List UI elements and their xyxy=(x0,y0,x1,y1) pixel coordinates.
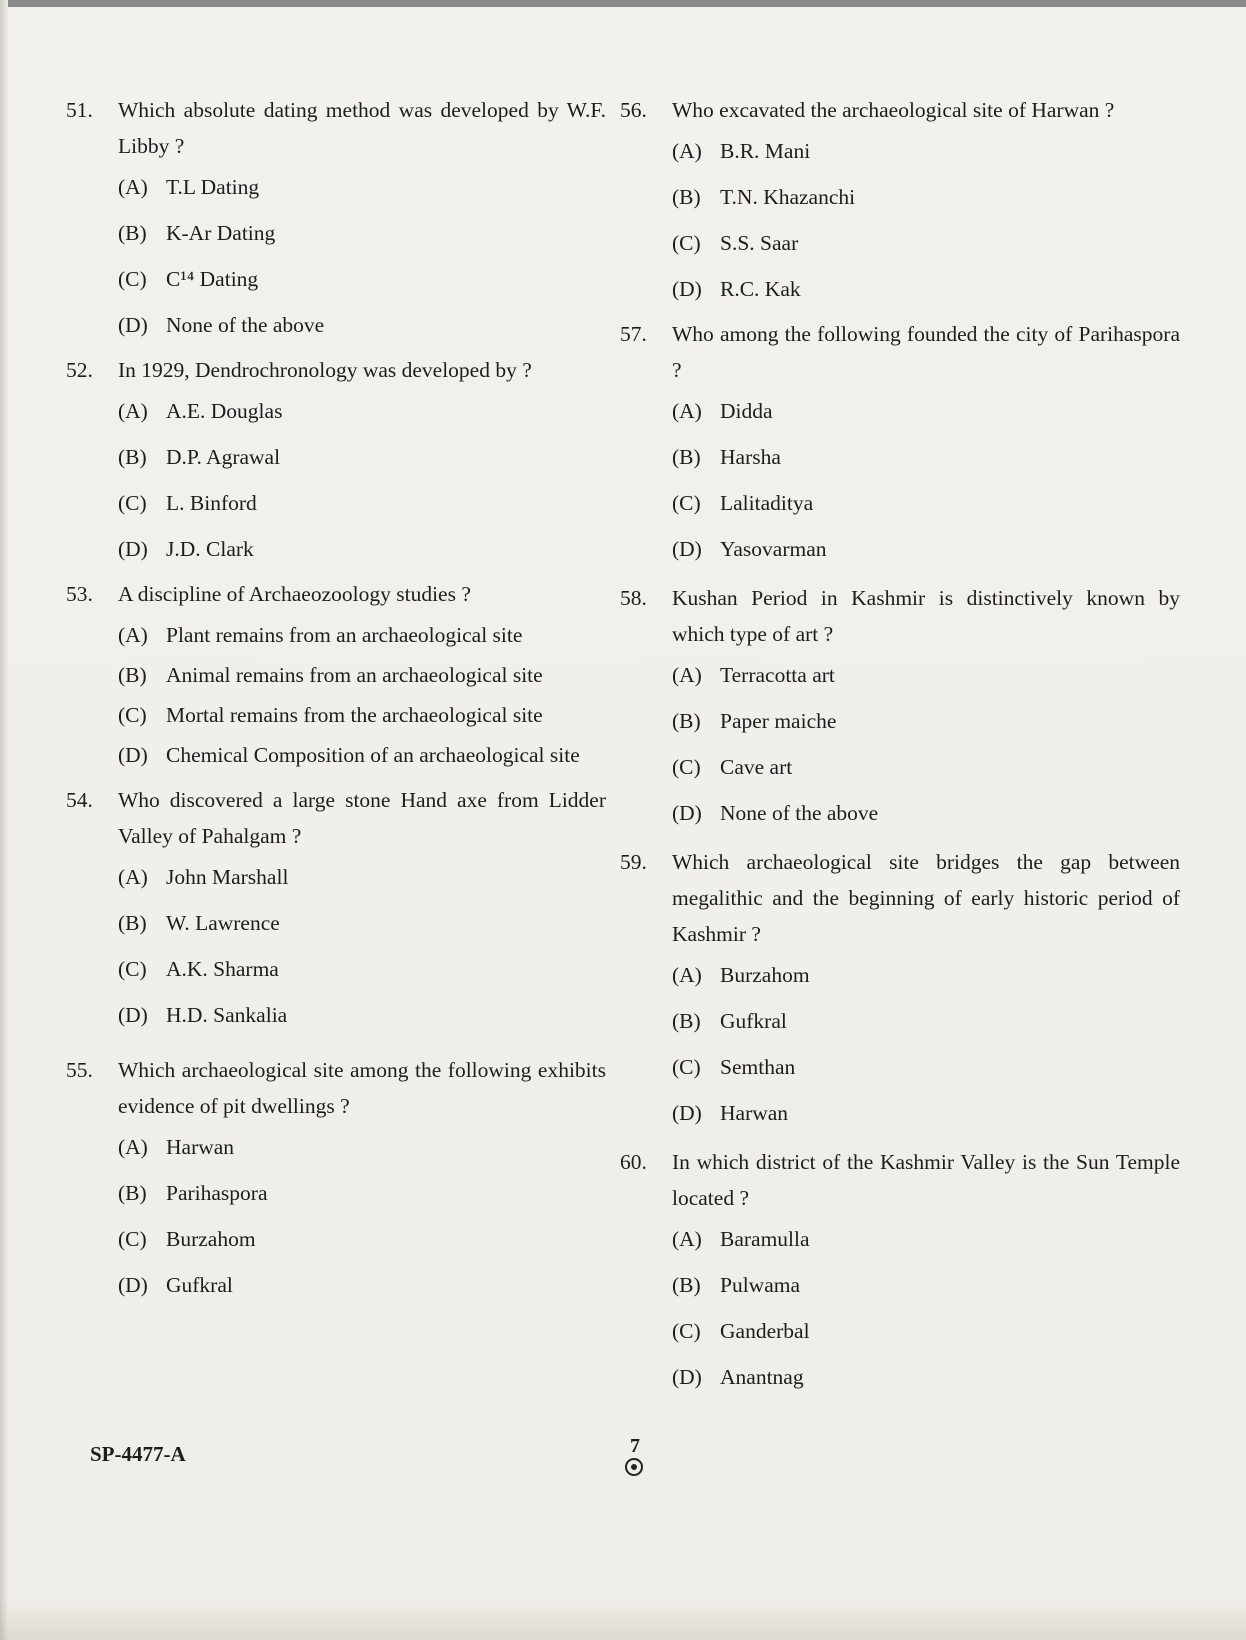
option-text: H.D. Sankalia xyxy=(166,1003,288,1027)
option-text: A.K. Sharma xyxy=(166,957,279,981)
option-text: Gufkral xyxy=(166,1273,233,1297)
option-text: Paper maiche xyxy=(720,709,837,733)
option-label: (A) xyxy=(118,399,148,423)
question-row xyxy=(66,576,606,612)
answer-option xyxy=(672,388,1180,434)
question-item xyxy=(66,782,606,1038)
option-text: Pulwama xyxy=(720,1273,801,1297)
scan-left-shadow xyxy=(0,0,8,1640)
option-text: None of the above xyxy=(166,313,325,337)
answer-option xyxy=(672,1216,1180,1262)
option-text: Burzahom xyxy=(166,1227,256,1251)
option-list xyxy=(672,652,1180,836)
option-text: Chemical Composition of an archaeological site xyxy=(166,743,580,767)
paper-code: SP-4477-A xyxy=(90,1442,186,1466)
option-text: A.E. Douglas xyxy=(166,399,283,423)
option-text: L. Binford xyxy=(166,491,257,515)
question-item xyxy=(66,352,606,572)
option-list xyxy=(118,1124,606,1308)
answer-option xyxy=(118,992,606,1038)
answer-option xyxy=(118,302,606,348)
option-label: (D) xyxy=(118,537,148,561)
option-text: Yasovarman xyxy=(720,537,827,561)
question-row xyxy=(66,92,606,164)
answer-option xyxy=(672,526,1180,572)
option-list xyxy=(672,388,1180,572)
option-list xyxy=(118,854,606,1038)
option-label: (A) xyxy=(672,963,702,987)
answer-option xyxy=(672,1308,1180,1354)
answer-option xyxy=(672,790,1180,836)
option-list xyxy=(672,952,1180,1136)
question-item xyxy=(66,576,606,772)
answer-option xyxy=(118,658,606,692)
option-label: (B) xyxy=(672,445,701,469)
answer-option xyxy=(672,480,1180,526)
answer-option xyxy=(118,946,606,992)
answer-option xyxy=(672,744,1180,790)
option-label: (A) xyxy=(672,1227,702,1251)
question-number: 60. xyxy=(620,1150,647,1174)
question-number: 52. xyxy=(66,358,93,382)
option-label: (C) xyxy=(118,491,147,515)
answer-option xyxy=(672,1090,1180,1136)
option-label: (A) xyxy=(118,175,148,199)
answer-option xyxy=(118,256,606,302)
option-label: (A) xyxy=(118,865,148,889)
option-label: (A) xyxy=(118,623,148,647)
option-label: (D) xyxy=(672,277,702,301)
question-item xyxy=(620,316,1180,572)
option-text: Parihaspora xyxy=(166,1181,268,1205)
option-label: (B) xyxy=(672,1273,701,1297)
answer-option xyxy=(672,434,1180,480)
option-label: (D) xyxy=(118,313,148,337)
question-number: 57. xyxy=(620,322,647,346)
answer-option xyxy=(118,900,606,946)
question-text: In 1929, Dendrochronology was developed by ? xyxy=(118,358,532,382)
question-text: Kushan Period in Kashmir is distinctively known by which type of art ? xyxy=(672,586,1180,646)
question-item xyxy=(66,1052,606,1308)
answer-option xyxy=(118,434,606,480)
option-list xyxy=(672,1216,1180,1400)
question-text: Who excavated the archaeological site of Harwan ? xyxy=(672,98,1115,122)
scan-top-edge xyxy=(0,0,1246,7)
option-text: Lalitaditya xyxy=(720,491,814,515)
question-number: 51. xyxy=(66,98,93,122)
answer-option xyxy=(672,220,1180,266)
option-label: (A) xyxy=(672,663,702,687)
question-item xyxy=(620,92,1180,312)
option-text: Mortal remains from the archaeological site xyxy=(166,703,543,727)
option-label: (C) xyxy=(672,755,701,779)
answer-option xyxy=(672,1262,1180,1308)
option-label: (C) xyxy=(118,957,147,981)
answer-option xyxy=(118,738,606,772)
option-label: (B) xyxy=(672,185,701,209)
option-label: (B) xyxy=(118,221,147,245)
option-label: (D) xyxy=(672,801,702,825)
option-list xyxy=(118,164,606,348)
option-list xyxy=(672,128,1180,312)
option-label: (D) xyxy=(672,537,702,561)
answer-option xyxy=(672,952,1180,998)
option-label: (B) xyxy=(118,911,147,935)
page-number: 7 xyxy=(630,1435,640,1457)
option-label: (A) xyxy=(672,399,702,423)
option-label: (C) xyxy=(672,491,701,515)
question-number: 55. xyxy=(66,1058,93,1082)
option-label: (C) xyxy=(118,703,147,727)
option-label: (B) xyxy=(118,445,147,469)
question-row xyxy=(620,316,1180,388)
option-label: (B) xyxy=(672,1009,701,1033)
answer-option xyxy=(118,618,606,652)
option-text: Gufkral xyxy=(720,1009,787,1033)
question-row xyxy=(66,782,606,854)
option-label: (D) xyxy=(118,1003,148,1027)
answer-option xyxy=(672,174,1180,220)
question-number: 56. xyxy=(620,98,647,122)
answer-option xyxy=(118,388,606,434)
option-label: (A) xyxy=(672,139,702,163)
option-text: R.C. Kak xyxy=(720,277,801,301)
answer-option xyxy=(118,1262,606,1308)
option-text: Burzahom xyxy=(720,963,810,987)
option-text: Animal remains from an archaeological site xyxy=(166,663,543,687)
scan-bottom-shade xyxy=(0,1600,1246,1640)
answer-option xyxy=(672,998,1180,1044)
option-text: W. Lawrence xyxy=(166,911,280,935)
option-text: B.R. Mani xyxy=(720,139,811,163)
question-text: Who among the following founded the city of Parihaspora ? xyxy=(672,322,1180,382)
answer-option xyxy=(672,698,1180,744)
question-row xyxy=(620,92,1180,128)
option-label: (C) xyxy=(672,1055,701,1079)
right-column xyxy=(620,92,1180,1400)
option-label: (D) xyxy=(672,1365,702,1389)
option-list xyxy=(118,618,606,772)
option-text: Terracotta art xyxy=(720,663,835,687)
registration-mark-icon xyxy=(625,1458,643,1476)
option-label: (C) xyxy=(672,231,701,255)
option-text: Harwan xyxy=(720,1101,789,1125)
option-text: S.S. Saar xyxy=(720,231,799,255)
answer-option xyxy=(118,1124,606,1170)
option-text: None of the above xyxy=(720,801,879,825)
option-text: Didda xyxy=(720,399,773,423)
option-label: (D) xyxy=(672,1101,702,1125)
option-text: Plant remains from an archaeological site xyxy=(166,623,523,647)
option-label: (C) xyxy=(672,1319,701,1343)
answer-option xyxy=(118,526,606,572)
option-text: Semthan xyxy=(720,1055,796,1079)
question-item xyxy=(620,580,1180,836)
option-label: (B) xyxy=(118,1181,147,1205)
left-column xyxy=(66,92,606,1308)
option-text: John Marshall xyxy=(166,865,289,889)
option-text: D.P. Agrawal xyxy=(166,445,281,469)
question-text: Which archaeological site bridges the gap between megalithic and the beginning of early historic period of Kashmir ? xyxy=(672,850,1180,946)
option-label: (A) xyxy=(118,1135,148,1159)
answer-option xyxy=(672,128,1180,174)
answer-option xyxy=(672,266,1180,312)
option-label: (C) xyxy=(118,1227,147,1251)
answer-option xyxy=(672,1354,1180,1400)
option-label: (D) xyxy=(118,743,148,767)
question-text: Who discovered a large stone Hand axe from Lidder Valley of Pahalgam ? xyxy=(118,788,606,848)
answer-option xyxy=(672,652,1180,698)
question-number: 54. xyxy=(66,788,93,812)
answer-option xyxy=(118,1170,606,1216)
option-text: T.N. Khazanchi xyxy=(720,185,856,209)
question-number: 59. xyxy=(620,850,647,874)
option-label: (D) xyxy=(118,1273,148,1297)
question-text: Which absolute dating method was developed by W.F. Libby ? xyxy=(118,98,606,158)
option-text: J.D. Clark xyxy=(166,537,254,561)
option-label: (B) xyxy=(118,663,147,687)
question-text: A discipline of Archaeozoology studies ? xyxy=(118,582,471,606)
option-list xyxy=(118,388,606,572)
option-text: Anantnag xyxy=(720,1365,804,1389)
answer-option xyxy=(118,1216,606,1262)
option-text: C¹⁴ Dating xyxy=(166,267,259,291)
question-item xyxy=(620,1144,1180,1400)
answer-option xyxy=(118,164,606,210)
answer-option xyxy=(672,1044,1180,1090)
answer-option xyxy=(118,698,606,732)
question-text: Which archaeological site among the following exhibits evidence of pit dwellings ? xyxy=(118,1058,606,1118)
question-row xyxy=(620,1144,1180,1216)
option-text: K-Ar Dating xyxy=(166,221,276,245)
answer-option xyxy=(118,210,606,256)
question-row xyxy=(66,1052,606,1124)
option-text: Cave art xyxy=(720,755,793,779)
question-row xyxy=(620,844,1180,952)
question-row xyxy=(66,352,606,388)
question-number: 53. xyxy=(66,582,93,606)
answer-option xyxy=(118,854,606,900)
question-row xyxy=(620,580,1180,652)
question-text: In which district of the Kashmir Valley is the Sun Temple located ? xyxy=(672,1150,1180,1210)
option-label: (C) xyxy=(118,267,147,291)
answer-option xyxy=(118,480,606,526)
option-text: Baramulla xyxy=(720,1227,810,1251)
option-text: Harwan xyxy=(166,1135,235,1159)
option-text: Harsha xyxy=(720,445,781,469)
question-item xyxy=(620,844,1180,1136)
question-number: 58. xyxy=(620,586,647,610)
option-label: (B) xyxy=(672,709,701,733)
option-text: Ganderbal xyxy=(720,1319,810,1343)
option-text: T.L Dating xyxy=(166,175,260,199)
question-item xyxy=(66,92,606,348)
